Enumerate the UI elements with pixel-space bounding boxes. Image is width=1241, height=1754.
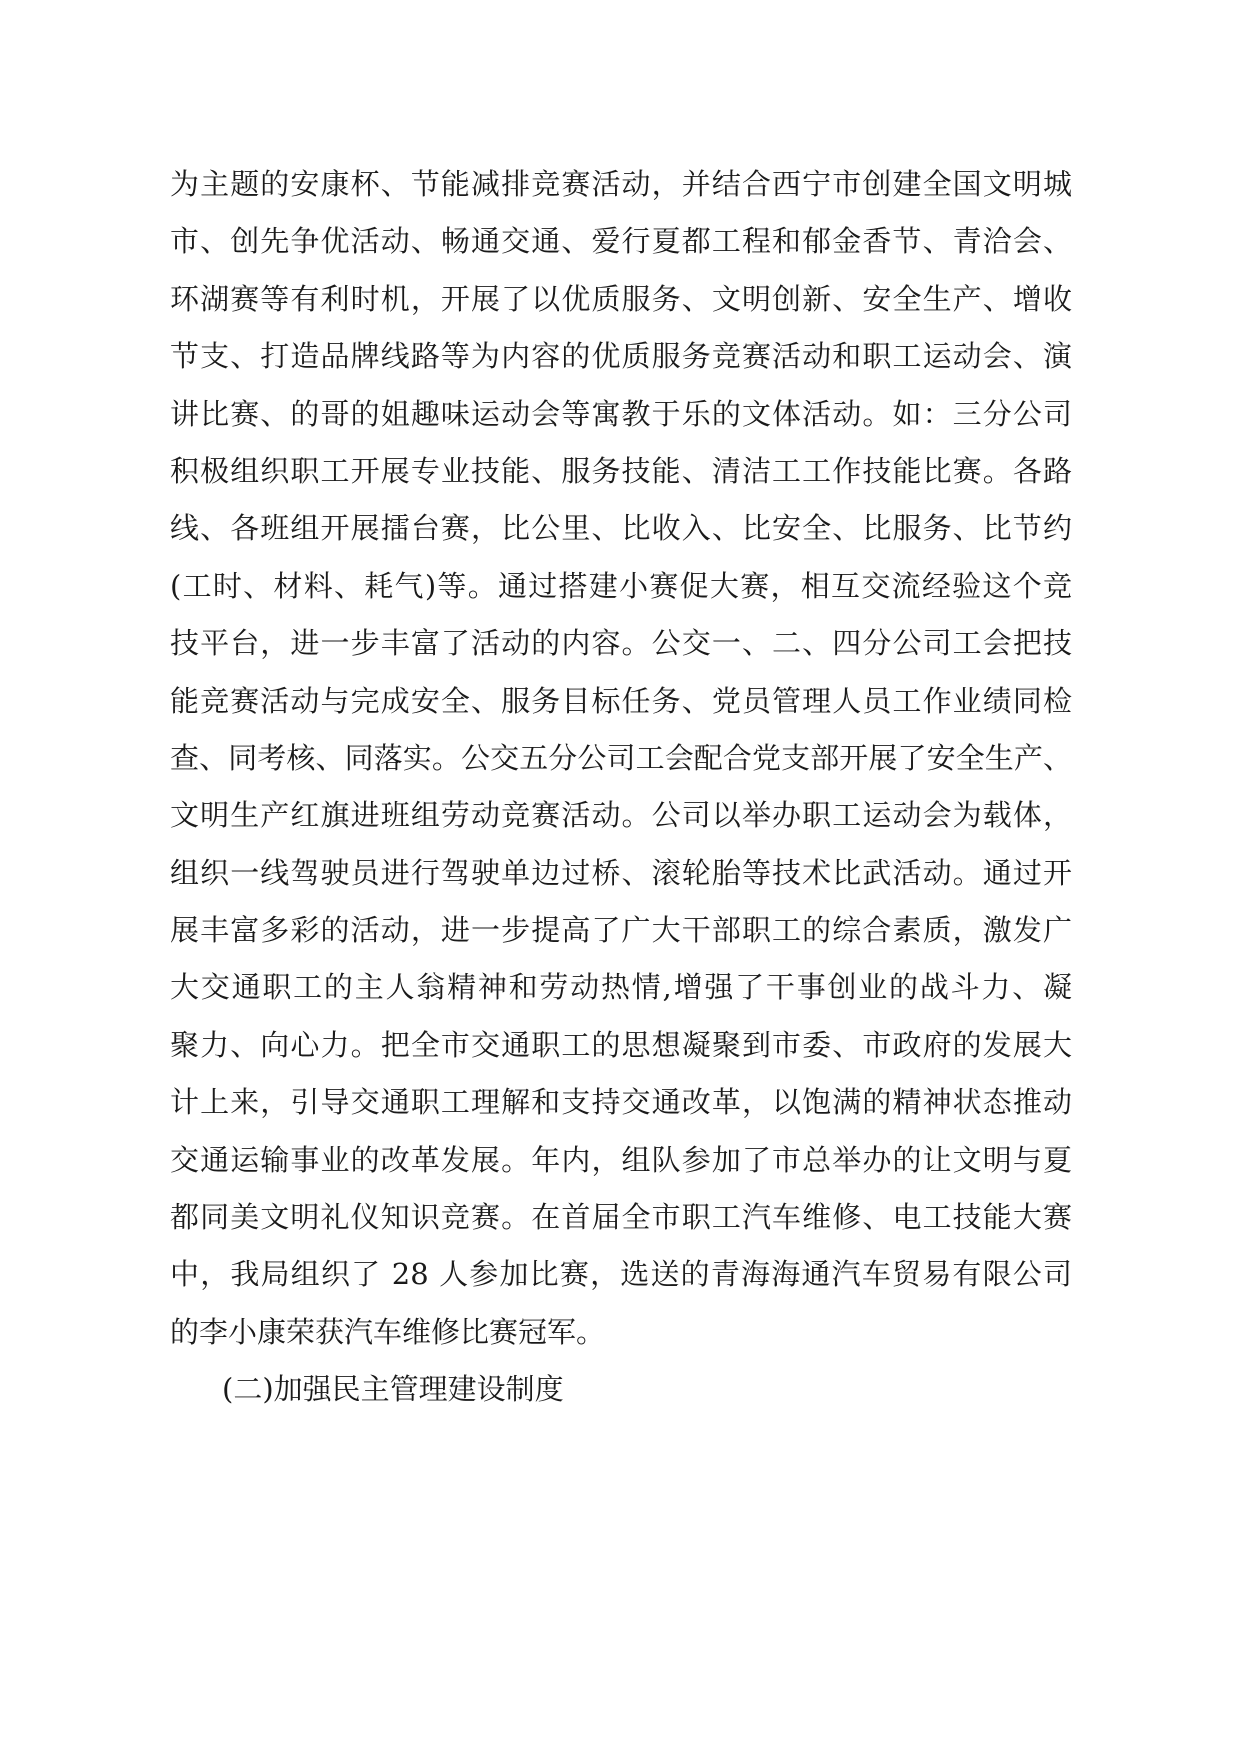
paragraph-line: 线、各班组开展擂台赛，比公里、比收入、比安全、比服务、比节约 xyxy=(170,511,1072,546)
paragraph-line: 节支、打造品牌线路等为内容的优质服务竞赛活动和职工运动会、演 xyxy=(170,339,1072,374)
paragraph-line: 大交通职工的主人翁精神和劳动热情,增强了干事创业的战斗力、凝 xyxy=(170,970,1072,1005)
paragraph-line: 中，我局组织了 28 人参加比赛，选送的青海海通汽车贸易有限公司 xyxy=(170,1257,1072,1292)
paragraph-line: 市、创先争优活动、畅通交通、爱行夏都工程和郁金香节、青洽会、 xyxy=(170,224,1072,259)
paragraph-line: 为主题的安康杯、节能减排竞赛活动，并结合西宁市创建全国文明城 xyxy=(170,167,1072,201)
paragraph-line: 查、同考核、同落实。公交五分公司工会配合党支部开展了安全生产、 xyxy=(170,740,1072,775)
paragraph-line: 能竞赛活动与完成安全、服务目标任务、党员管理人员工作业绩同检 xyxy=(170,683,1072,718)
paragraph-line: 文明生产红旗进班组劳动竞赛活动。公司以举办职工运动会为载体， xyxy=(170,798,1072,833)
paragraph-line: 积极组织职工开展专业技能、服务技能、清洁工工作技能比赛。各路 xyxy=(170,453,1072,488)
paragraph-line: 计上来，引导交通职工理解和支持交通改革，以饱满的精神状态推动 xyxy=(170,1085,1072,1120)
paragraph-line: 交通运输事业的改革发展。年内，组队参加了市总举办的让文明与夏 xyxy=(170,1142,1072,1177)
paragraph-last-line: 的李小康荣获汽车维修比赛冠军。 xyxy=(170,1314,606,1349)
paragraph-line: 环湖赛等有利时机，开展了以优质服务、文明创新、安全生产、增收 xyxy=(170,281,1072,316)
paragraph-line: 都同美文明礼仪知识竞赛。在首届全市职工汽车维修、电工技能大赛 xyxy=(170,1200,1072,1235)
section-heading: (二)加强民主管理建设制度 xyxy=(222,1372,564,1407)
paragraph-line: (工时、材料、耗气)等。通过搭建小赛促大赛，相互交流经验这个竞 xyxy=(170,568,1072,603)
body-text xyxy=(170,156,1072,1419)
paragraph-line: 展丰富多彩的活动，进一步提高了广大干部职工的综合素质，激发广 xyxy=(170,913,1072,948)
paragraph-line: 技平台，进一步丰富了活动的内容。公交一、二、四分公司工会把技 xyxy=(170,626,1072,661)
paragraph-line: 组织一线驾驶员进行驾驶单边过桥、滚轮胎等技术比武活动。通过开 xyxy=(170,855,1072,890)
paragraph-line: 讲比赛、的哥的姐趣味运动会等寓教于乐的文体活动。如：三分公司 xyxy=(170,396,1072,431)
paragraph-line: 聚力、向心力。把全市交通职工的思想凝聚到市委、市政府的发展大 xyxy=(170,1027,1072,1062)
